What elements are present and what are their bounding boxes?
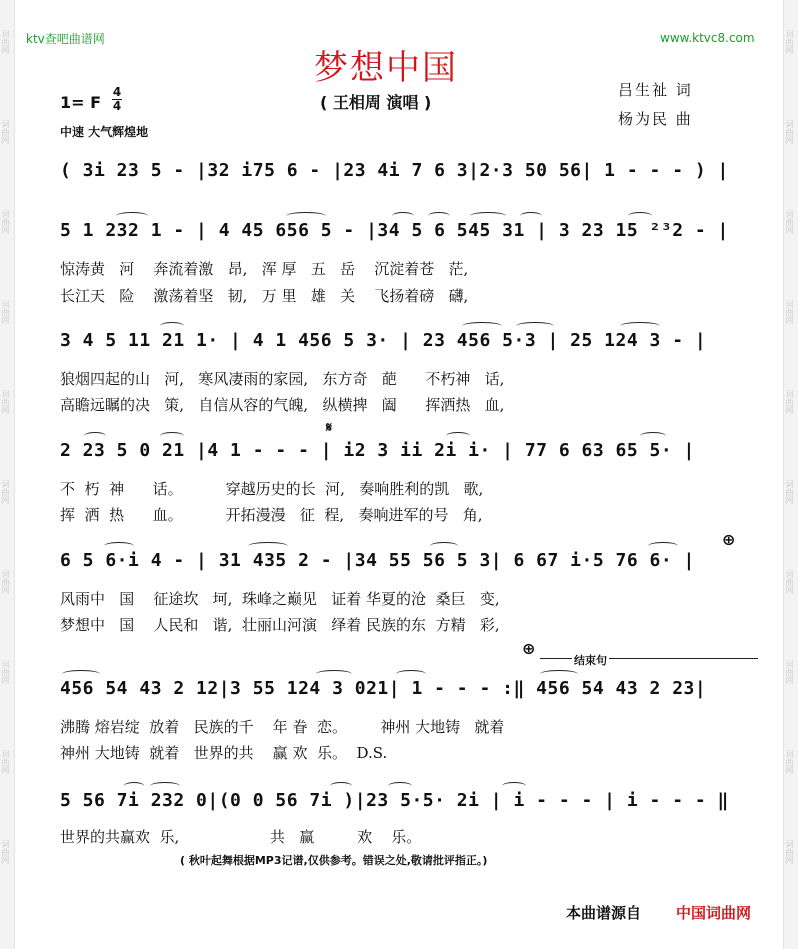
notation-line-7: 5 56 7i 232 0|(0 0 56 7i )|23 5·5· 2i | i - - - | i - - - ‖: [60, 790, 729, 811]
slur: [470, 212, 506, 220]
notation-line-4: 2 23 5 0 21 |4 1 - - - | i2 3 ii 2i i· | 77 6 63 65 5· |: [60, 440, 695, 461]
time-signature: [112, 86, 122, 113]
slur: [446, 432, 470, 440]
lyrics-line-7-verse-1: 世界的共赢欢 乐, 共 赢 欢 乐。: [60, 828, 422, 846]
slur: [116, 212, 148, 220]
watermark-text: 词曲网: [1, 570, 10, 594]
slur: [124, 782, 144, 790]
time-signature-bottom: 4: [112, 99, 122, 113]
key-signature: 1= F: [60, 93, 102, 112]
slur: [160, 322, 184, 330]
notation-line-2: 5 1 232 1 - | 4 45 656 5 - |34 5 6 545 31 | 3 23 15 ²³2 - |: [60, 220, 729, 241]
slur: [104, 542, 134, 550]
slur: [648, 542, 678, 550]
watermark-text: 词曲网: [1, 120, 10, 144]
slur: [248, 542, 288, 550]
lyrics-line-3-verse-1: 狼烟四起的山 河, 寒风凄雨的家园, 东方奇 葩 不朽神 话,: [60, 370, 505, 388]
slur: [430, 542, 458, 550]
coda-sign: ⊕: [522, 639, 536, 658]
watermark-text: 词曲网: [1, 210, 10, 234]
lyrics-line-3-verse-2: 高瞻远瞩的决 策, 自信从容的气魄, 纵横捭 阖 挥洒热 血,: [60, 396, 505, 414]
slur: [396, 670, 426, 678]
lyrics-line-4-verse-2: 挥 洒 热 血。 开拓漫漫 征 程, 奏响进军的号 角,: [60, 506, 483, 524]
transcription-note: ( 秋叶起舞根据MP3记谱,仅供参考。错误之处,敬请批评指正。): [180, 854, 488, 867]
slur: [388, 782, 412, 790]
slur: [540, 670, 578, 678]
slur: [150, 782, 180, 790]
watermark-text: 词曲网: [1, 660, 10, 684]
watermark-text: 词曲网: [785, 210, 794, 234]
watermark-text: 词曲网: [785, 300, 794, 324]
slur: [428, 212, 450, 220]
notation-line-6: 456 54 43 2 12|3 55 124 3 021| 1 - - - :‖ 456 54 43 2 23|: [60, 678, 707, 699]
watermark-text: 词曲网: [1, 750, 10, 774]
watermark-text: 词曲网: [785, 120, 794, 144]
notation-line-1: ( 3i 23 5 - |32 i75 6 - |23 4i 7 6 3|2·3 50 56| 1 - - - ) |: [60, 160, 729, 181]
lyrics-line-6-verse-2: 神州 大地铸 就着 世界的共 赢 欢 乐。 D.S.: [60, 744, 388, 762]
segno-sign: 𝄋: [326, 420, 333, 436]
slur: [62, 670, 100, 678]
watermark-text: 词曲网: [1, 300, 10, 324]
watermark-text: 词曲网: [1, 480, 10, 504]
tempo-marking: 中速 大气辉煌地: [60, 125, 149, 139]
slur: [316, 670, 352, 678]
time-signature-top: 4: [112, 85, 122, 99]
watermark-text: 词曲网: [785, 570, 794, 594]
slur: [620, 322, 660, 330]
slur: [520, 212, 542, 220]
singer-credit: ( 王相周 演唱 ): [320, 93, 432, 112]
lyrics-line-2-verse-2: 长江天 险 激荡着坚 韧, 万 里 雄 关 飞扬着磅 礴,: [60, 287, 469, 305]
source-site-name: 中国词曲网: [676, 904, 752, 922]
slur: [502, 782, 526, 790]
site-name-left: ktv查吧曲谱网: [26, 32, 105, 46]
slur: [640, 432, 666, 440]
slur: [516, 322, 554, 330]
watermark-text: 词曲网: [1, 30, 10, 54]
slur: [286, 212, 326, 220]
song-title: 梦想中国: [314, 48, 458, 88]
watermark-text: 词曲网: [785, 660, 794, 684]
lyricist-credit: 吕生祉 词: [618, 81, 693, 99]
slur: [462, 322, 502, 330]
notation-line-5: 6 5 6·i 4 - | 31 435 2 - |34 55 56 5 3| 6 67 i·5 76 6· |: [60, 550, 695, 571]
lyrics-line-5-verse-2: 梦想中 国 人民和 谐, 壮丽山河演 绎着 民族的东 方精 彩,: [60, 616, 500, 634]
slur: [84, 432, 106, 440]
slur: [392, 212, 414, 220]
watermark-text: 词曲网: [785, 480, 794, 504]
slur: [628, 212, 652, 220]
site-url-right: www.ktvc8.com: [660, 31, 755, 45]
watermark-text: 词曲网: [785, 30, 794, 54]
notation-line-3: 3 4 5 11 21 1· | 4 1 456 5 3· | 23 456 5·3 | 25 124 3 - |: [60, 330, 707, 351]
watermark-text: 词曲网: [1, 390, 10, 414]
watermark-text: 词曲网: [785, 840, 794, 864]
lyrics-line-6-verse-1: 沸腾 熔岩绽 放着 民族的千 年 眷 恋。 神州 大地铸 就着: [60, 718, 505, 736]
slur: [330, 782, 352, 790]
watermark-text: 词曲网: [785, 390, 794, 414]
coda-sign: ⊕: [722, 530, 736, 549]
lyrics-line-4-verse-1: 不 朽 神 话。 穿越历史的长 河, 奏响胜利的凯 歌,: [60, 480, 484, 498]
watermark-text: 词曲网: [785, 750, 794, 774]
lyrics-line-2-verse-1: 惊涛黄 河 奔流着激 昂, 浑 厚 五 岳 沉淀着苍 茫,: [60, 260, 469, 278]
lyrics-line-5-verse-1: 风雨中 国 征途坎 坷, 珠峰之巅见 证着 华夏的沧 桑巨 变,: [60, 590, 500, 608]
end-phrase-label: 结束句: [574, 654, 607, 667]
watermark-text: 词曲网: [1, 840, 10, 864]
slur: [160, 432, 184, 440]
left-watermark-strip: [0, 0, 15, 949]
source-label: 本曲谱源自: [566, 904, 642, 922]
right-watermark-strip: [783, 0, 798, 949]
composer-credit: 杨为民 曲: [618, 110, 693, 128]
